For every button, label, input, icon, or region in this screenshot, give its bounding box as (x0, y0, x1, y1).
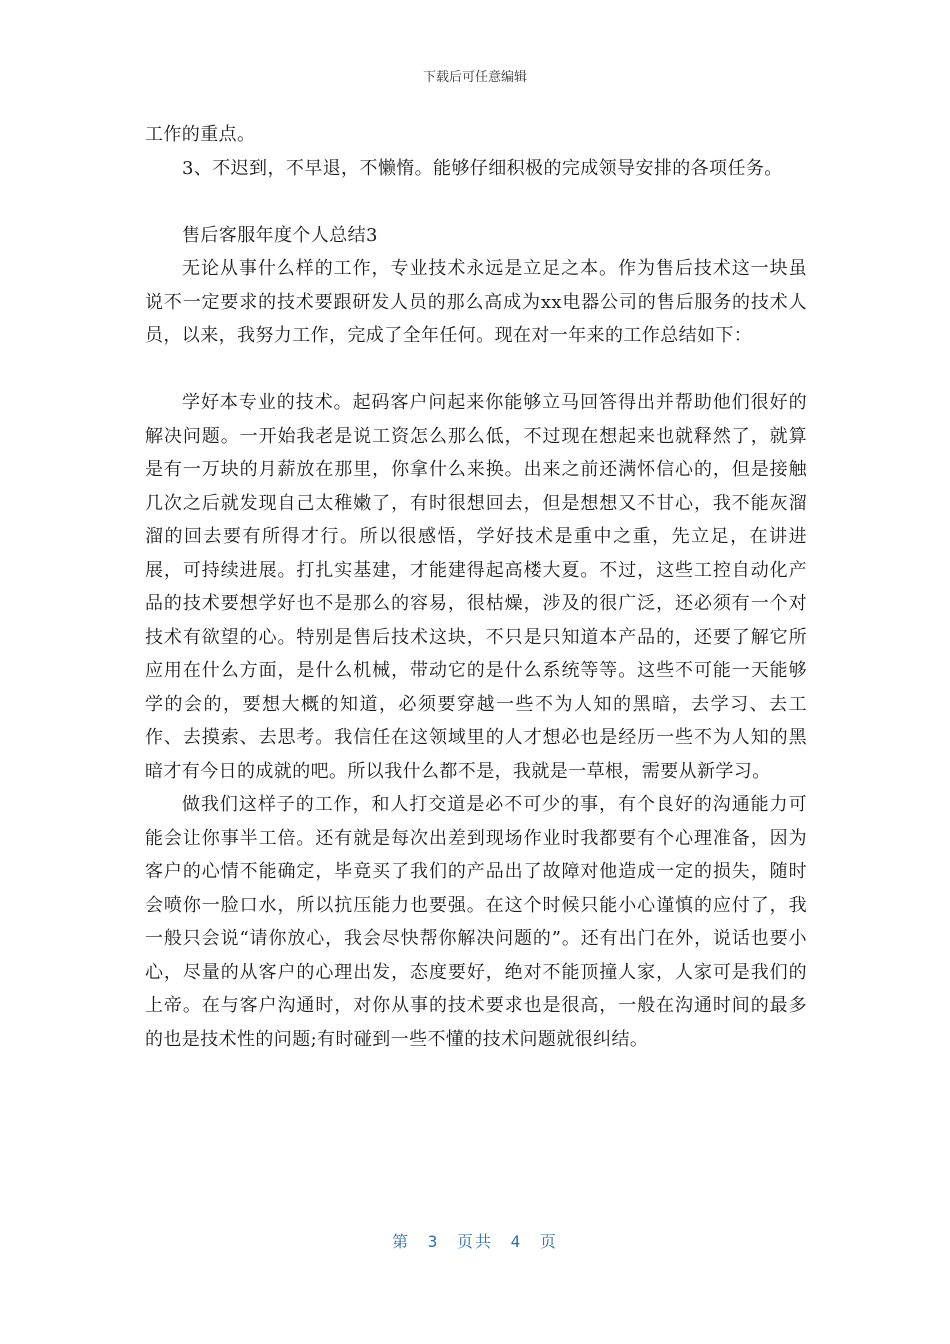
document-body (145, 118, 807, 1056)
paragraph-technical-skills: 学好本专业的技术。起码客户问起来你能够立马回答得出并帮助他们很好的解决问题。一开始我老是说工资怎么那么低，不过现在想起来也就释然了，就算是有一万块的月薪放在那里，你拿什么来换。出来之前还满怀信心的，但是接触几次之后就发现自己太稚嫩了，有时很想回去，但是想想又不甘心，我不能灰溜溜的回去要有所得才行。所以很感悟，学好技术是重中之重，先立足，在讲进展，可持续进展。打扎实基建，才能建得起高楼大夏。不过，这些工控自动化产品的技术要想学好也不是那么的容易，很枯燥，涉及的很广泛，还必须有一个对技术有欲望的心。特别是售后技术这块，不只是只知道本产品的，还要了解它所应用在什么方面，是什么机械，带动它的是什么系统等等。这些不可能一天能够学的会的，要想大概的知道，必须要穿越一些不为人知的黑暗，去学习、去工作、去摸索、去思考。我信任在这领域里的人才想必也是经历一些不为人知的黑暗才有今日的成就的吧。所以我什么都不是，我就是一草根，需要从新学习。 (145, 392, 807, 782)
page-header: 下载后可任意编辑 (422, 70, 527, 85)
paragraph-intro: 无论从事什么样的工作，专业技术永远是立足之本。作为售后技术这一块虽说不一定要求的技术要跟研发人员的那么高成为xx电器公司的售后服务的技术人员，以来，我努力工作，完成了全年任何。现在对一年来的工作总结如下： (145, 258, 807, 346)
page-footer: 第 3 页共 4 页 (392, 1232, 558, 1251)
section-heading: 售后客服年度个人总结3 (182, 224, 378, 246)
paragraph-communication: 做我们这样子的工作，和人打交道是必不可少的事，有个良好的沟通能力可能会让你事半工倍。还有就是每次出差到现场作业时我都要有个心理准备，因为客户的心情不能确定，毕竟买了我们的产品出了故障对他造成一定的损失，随时会喷你一脸口水，所以抗压能力也要强。在这个时候只能小心谨慎的应付了，我一般只会说“请你放心，我会尽快帮你解决问题的”。还有出门在外，说话也要小心，尽量的从客户的心理出发，态度要好，绝对不能顶撞人家，人家可是我们的上帝。在与客户沟通时，对你从事的技术要求也是很高，一般在沟通时间的最多的也是技术性的问题;有时碰到一些不懂的技术问题就很纠结。 (145, 794, 807, 1050)
paragraph-continuation: 工作的重点。 (145, 124, 256, 145)
paragraph-item-3: 3、不迟到，不早退，不懒惰。能够仔细积极的完成领导安排的各项任务。 (182, 157, 783, 179)
